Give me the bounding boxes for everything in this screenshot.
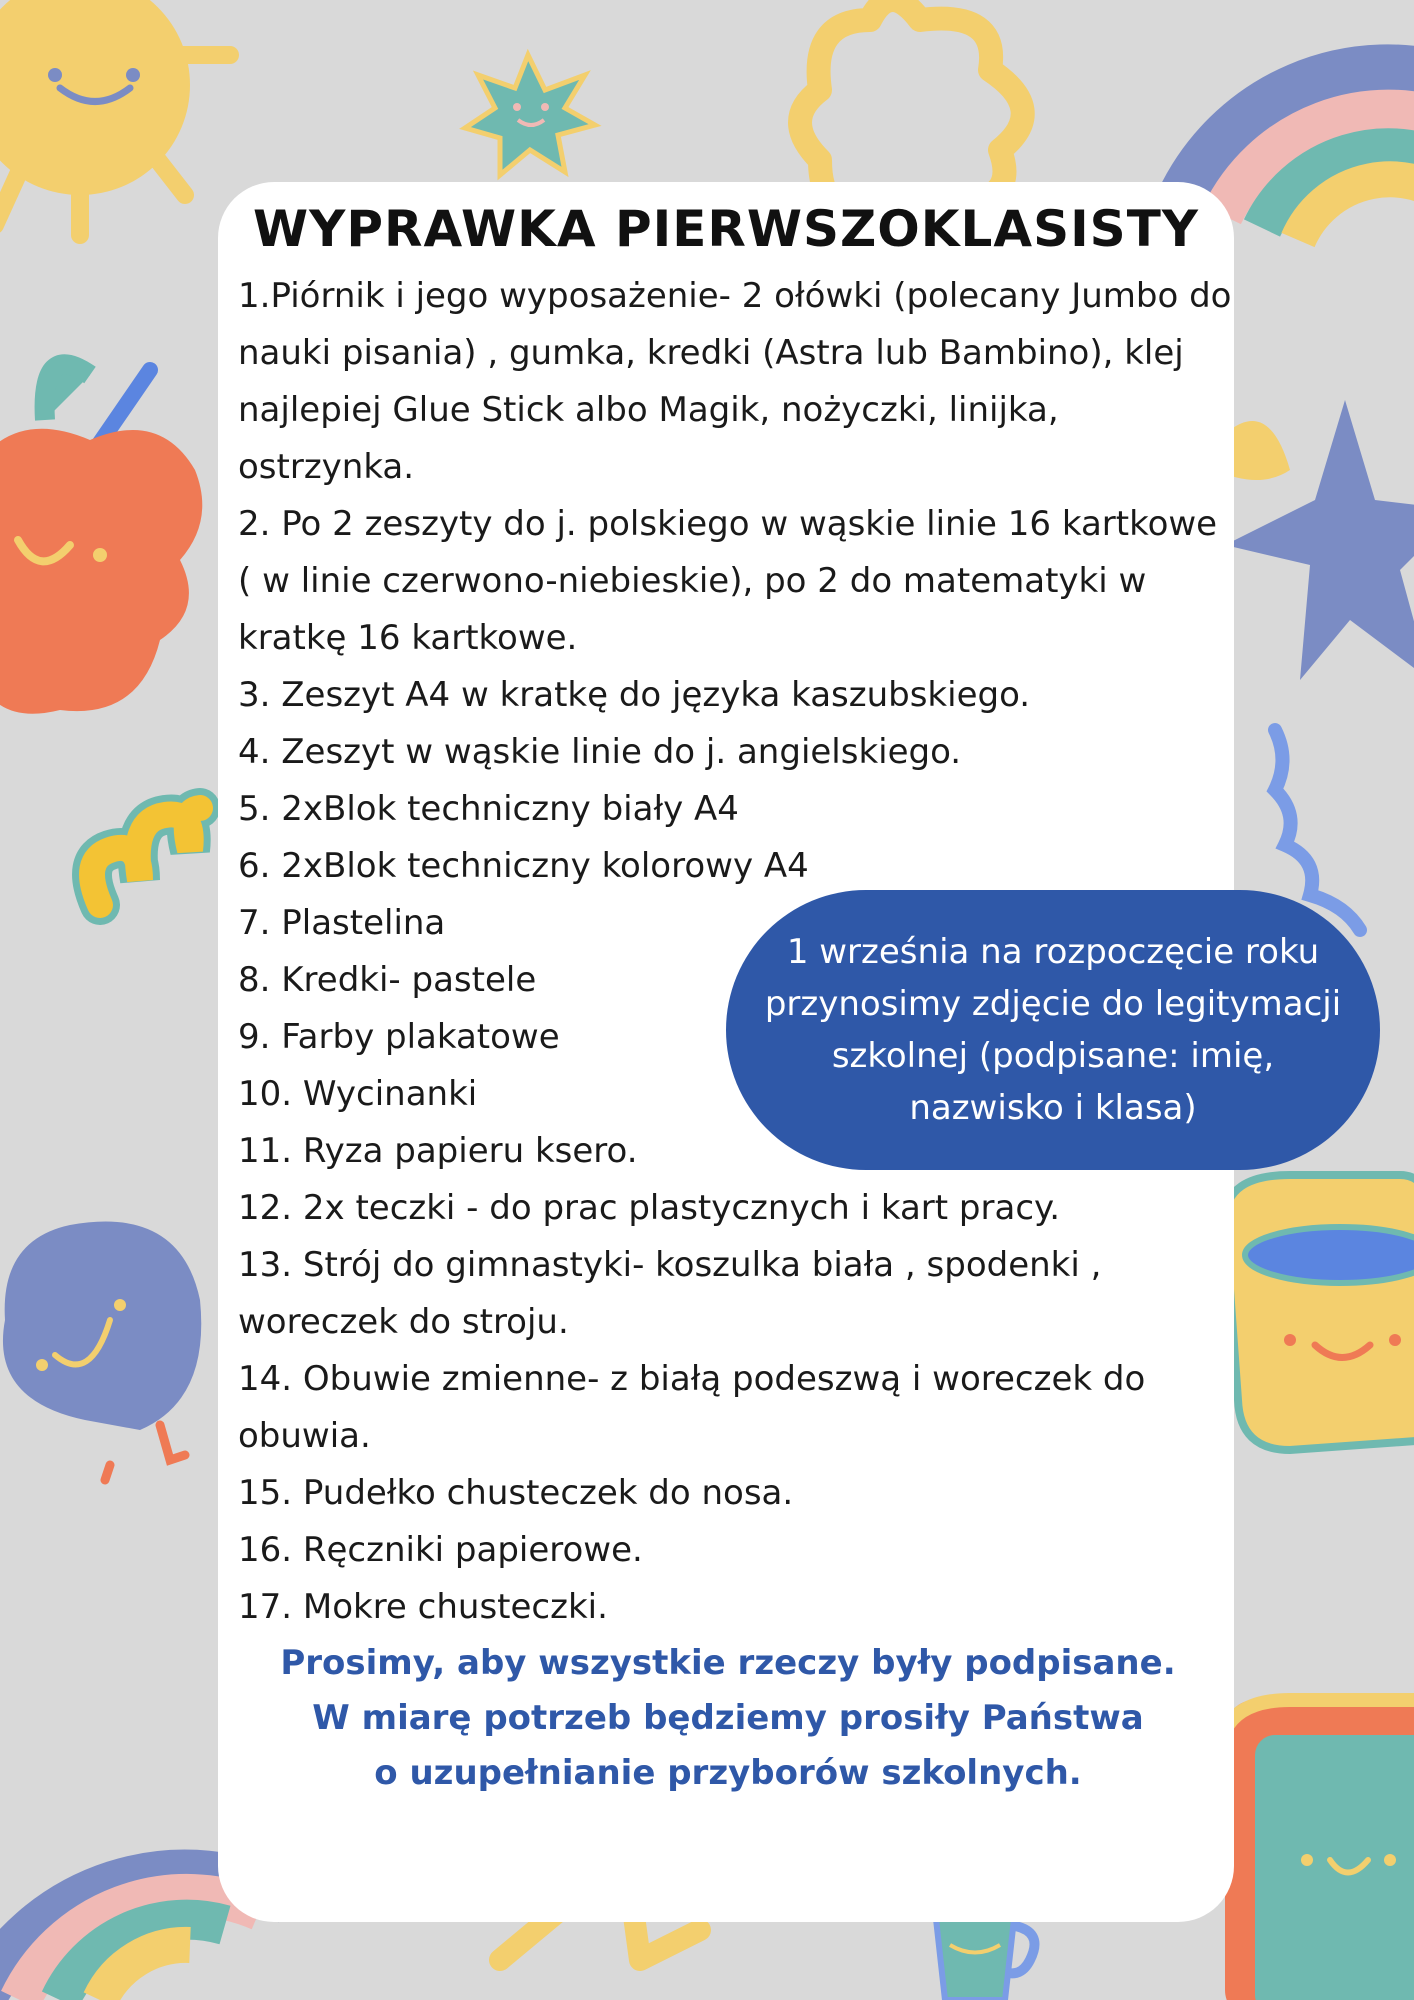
m-letter-icon	[92, 808, 200, 905]
list-item: 2. Po 2 zeszyty do j. polskiego w wąskie linie 16 kartkowe ( w linie czerwono-niebieskie), po 2 do matematyki w kratkę 16 kartkowe.	[238, 504, 1218, 658]
apple-icon	[0, 364, 202, 713]
list-item: 15. Pudełko chusteczek do nosa.	[238, 1473, 794, 1513]
list-item: 3. Zeszyt A4 w kratkę do języka kaszubskiego.	[238, 675, 1031, 715]
page-title: WYPRAWKA PIERWSZOKLASISTY	[252, 200, 1200, 258]
cup-icon	[1225, 1175, 1414, 1450]
list-item: 16. Ręczniki papierowe.	[238, 1530, 643, 1570]
list-item: 4. Zeszyt w wąskie linie do j. angielskiego.	[238, 732, 962, 772]
blob-character-icon	[3, 1222, 201, 1480]
list-item: 11. Ryza papieru ksero.	[238, 1131, 638, 1171]
list-item: 10. Wycinanki	[238, 1074, 478, 1114]
list-item: 6. 2xBlok techniczny kolorowy A4	[238, 846, 809, 886]
footer-note	[238, 1636, 1218, 1801]
photo-note-bubble	[726, 890, 1380, 1170]
footer-line: o uzupełnianie przyborów szkolnych.	[374, 1753, 1082, 1793]
list-item: 5. 2xBlok techniczny biały A4	[238, 789, 739, 829]
list-item: 14. Obuwie zmienne- z białą podeszwą i woreczek do obuwia.	[238, 1359, 1146, 1456]
star-icon	[465, 55, 595, 175]
list-item: 13. Strój do gimnastyki- koszulka biała , spodenki , woreczek do stroju.	[238, 1245, 1102, 1342]
footer-line: W miarę potrzeb będziemy prosiły Państwa	[312, 1698, 1144, 1738]
list-item: 12. 2x teczki - do prac plastycznych i kart pracy.	[238, 1188, 1061, 1228]
list-item: 7. Plastelina	[238, 903, 446, 943]
list-item: 8. Kredki- pastele	[238, 960, 537, 1000]
list-item: 9. Farby plakatowe	[238, 1017, 560, 1057]
list-item: 17. Mokre chusteczki.	[238, 1587, 608, 1627]
photo-note-text: 1 września na rozpoczęcie roku przynosimy zdjęcie do legitymacji szkolnej (podpisane: imię, nazwisko i klasa)	[764, 932, 1342, 1128]
list-item: 1.Piórnik i jego wyposażenie- 2 ołówki (polecany Jumbo do nauki pisania) , gumka, kredki (Astra lub Bambino), klej najlepiej Glue Stick albo Magik, nożyczki, linijka, ostrzynka.	[238, 276, 1232, 487]
footer-line: Prosimy, aby wszystkie rzeczy były podpisane.	[280, 1643, 1176, 1683]
book-icon	[1225, 1700, 1414, 2000]
sun-icon	[0, 0, 230, 235]
